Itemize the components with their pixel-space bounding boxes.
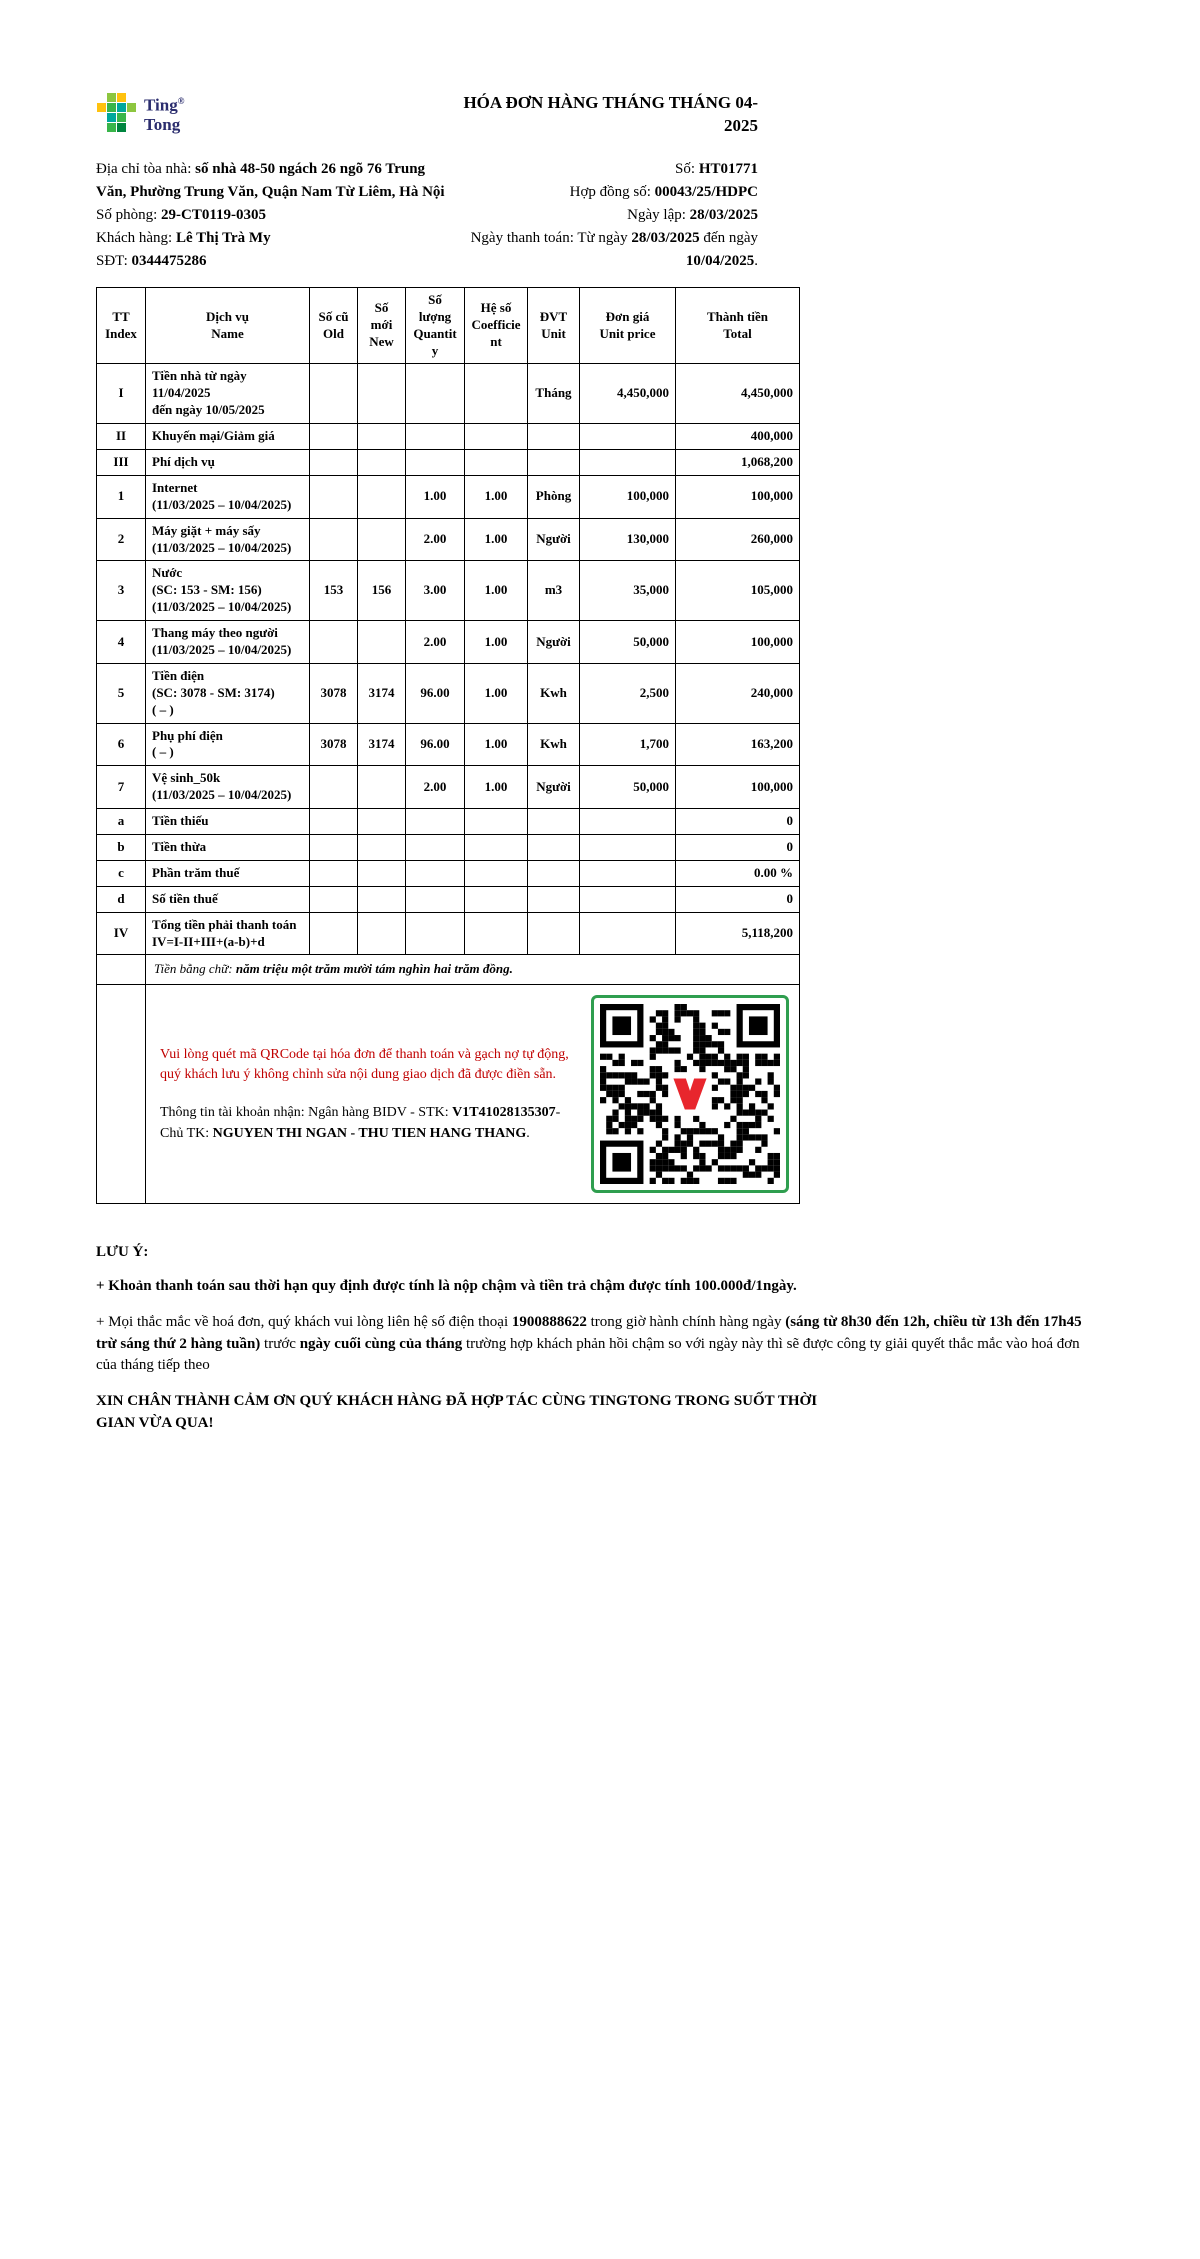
table-row bbox=[97, 424, 800, 450]
cell-unit: Người bbox=[528, 621, 580, 664]
table-row bbox=[97, 809, 800, 835]
cell-coef bbox=[465, 424, 528, 450]
cell-qty: 2.00 bbox=[406, 766, 465, 809]
cell-old: 3078 bbox=[310, 723, 358, 766]
cell-new bbox=[358, 912, 406, 955]
cell-name: Tiền nhà từ ngày 11/04/2025 đến ngày 10/05/2025 bbox=[146, 364, 310, 424]
cell-old bbox=[310, 475, 358, 518]
cell-coef bbox=[465, 886, 528, 912]
brand-line-2: Tong bbox=[144, 114, 181, 134]
table-row bbox=[97, 886, 800, 912]
cell-coef: 1.00 bbox=[465, 766, 528, 809]
cell-price bbox=[580, 424, 676, 450]
cell-old bbox=[310, 518, 358, 561]
empty-cell bbox=[97, 985, 146, 1204]
cell-unit bbox=[528, 886, 580, 912]
cell-new bbox=[358, 424, 406, 450]
cell-tt: I bbox=[97, 364, 146, 424]
cell-coef: 1.00 bbox=[465, 518, 528, 561]
cell-price bbox=[580, 809, 676, 835]
table-row bbox=[97, 860, 800, 886]
registered-mark: ® bbox=[177, 96, 185, 106]
notes-heading: LƯU Ý: bbox=[96, 1244, 149, 1261]
cell-total: 105,000 bbox=[676, 561, 800, 621]
cell-unit: Người bbox=[528, 518, 580, 561]
cell-tt: 6 bbox=[97, 723, 146, 766]
cell-new bbox=[358, 450, 406, 476]
cell-old bbox=[310, 860, 358, 886]
footer-notes bbox=[96, 1242, 1104, 1434]
text-segment: Thông tin tài khoản nhận: Ngân hàng BIDV - STK: bbox=[160, 1105, 453, 1121]
cell-name: Phí dịch vụ bbox=[146, 450, 310, 476]
cell-name: Tiền thiếu bbox=[146, 809, 310, 835]
cell-new bbox=[358, 475, 406, 518]
cell-price: 130,000 bbox=[580, 518, 676, 561]
cell-price: 4,450,000 bbox=[580, 364, 676, 424]
cell-name: Số tiền thuế bbox=[146, 886, 310, 912]
late-payment-note: + Khoản thanh toán sau thời hạn quy định được tính là nộp chậm và tiền trả chậm được tính 100.000đ/1ngày. bbox=[96, 1278, 797, 1295]
cell-qty: 3.00 bbox=[406, 561, 465, 621]
cell-new: 156 bbox=[358, 561, 406, 621]
column-header: ĐVT Unit bbox=[528, 287, 580, 364]
table-footer-rows bbox=[97, 955, 800, 1204]
cell-price bbox=[580, 450, 676, 476]
cell-tt: a bbox=[97, 809, 146, 835]
cell-qty: 2.00 bbox=[406, 518, 465, 561]
cell-price bbox=[580, 860, 676, 886]
text-segment: - Chủ TK: bbox=[160, 1105, 561, 1141]
cell-name: Phần trăm thuế bbox=[146, 860, 310, 886]
cell-coef: 1.00 bbox=[465, 561, 528, 621]
cell-price: 35,000 bbox=[580, 561, 676, 621]
table-row bbox=[97, 561, 800, 621]
cell-total: 0.00 % bbox=[676, 860, 800, 886]
cell-new: 3174 bbox=[358, 723, 406, 766]
text-segment: (sáng từ 8h30 đến 12h, chiều từ 13h đến 17h45 trừ sáng thứ 2 hàng tuần) bbox=[96, 1313, 1082, 1352]
cell-total: 100,000 bbox=[676, 475, 800, 518]
brand-logo bbox=[96, 92, 184, 134]
cell-unit bbox=[528, 860, 580, 886]
text-segment: trường hợp khách phản hồi chậm so với ngày này thì sẽ được công ty giải quyết thắc mắc vào hoá đơn của tháng tiếp theo bbox=[96, 1335, 1080, 1374]
cell-price bbox=[580, 835, 676, 861]
cell-tt: b bbox=[97, 835, 146, 861]
cell-new bbox=[358, 621, 406, 664]
cell-tt: II bbox=[97, 424, 146, 450]
cell-name: Khuyến mại/Giảm giá bbox=[146, 424, 310, 450]
column-header: Dịch vụ Name bbox=[146, 287, 310, 364]
table-row bbox=[97, 766, 800, 809]
cell-new bbox=[358, 518, 406, 561]
cell-tt: 7 bbox=[97, 766, 146, 809]
cell-total: 0 bbox=[676, 886, 800, 912]
cell-coef: 1.00 bbox=[465, 723, 528, 766]
contract-number: Hợp đồng số: 00043/25/HDPC bbox=[569, 183, 758, 200]
text-segment: ngày cuối cùng của tháng bbox=[299, 1335, 463, 1352]
text-segment: . bbox=[526, 1125, 530, 1141]
column-header: Đơn giá Unit price bbox=[580, 287, 676, 364]
customer-name: Khách hàng: Lê Thị Trà My bbox=[96, 229, 271, 246]
column-header: Hệ số Coefficient bbox=[465, 287, 528, 364]
cell-price: 100,000 bbox=[580, 475, 676, 518]
cell-price: 50,000 bbox=[580, 766, 676, 809]
cell-new bbox=[358, 835, 406, 861]
cell-tt: 4 bbox=[97, 621, 146, 664]
qr-payment-note: Vui lòng quét mã QRCode tại hóa đơn để thanh toán và gạch nợ tự động, quý khách lưu ý không chỉnh sửa nội dung giao dịch đã được điền sẵn. bbox=[160, 1046, 569, 1083]
invoice-table bbox=[96, 287, 800, 1205]
cell-unit bbox=[528, 835, 580, 861]
column-header: Số mới New bbox=[358, 287, 406, 364]
cell-old bbox=[310, 424, 358, 450]
brand-line-1: Ting® bbox=[144, 95, 185, 115]
cell-qty: 2.00 bbox=[406, 621, 465, 664]
text-segment: NGUYEN THI NGAN - THU TIEN HANG THANG bbox=[212, 1125, 527, 1141]
amount-in-words-row bbox=[97, 955, 800, 985]
qr-row bbox=[97, 985, 800, 1204]
cell-old bbox=[310, 835, 358, 861]
cell-tt: c bbox=[97, 860, 146, 886]
cell-old bbox=[310, 886, 358, 912]
cell-total: 0 bbox=[676, 809, 800, 835]
cell-price: 1,700 bbox=[580, 723, 676, 766]
cell-qty bbox=[406, 450, 465, 476]
cell-name: Tiền thừa bbox=[146, 835, 310, 861]
table-row bbox=[97, 621, 800, 664]
cell-price bbox=[580, 912, 676, 955]
cell-unit: Kwh bbox=[528, 663, 580, 723]
cell-old bbox=[310, 450, 358, 476]
cell-qty bbox=[406, 860, 465, 886]
cell-total: 163,200 bbox=[676, 723, 800, 766]
cell-qty bbox=[406, 886, 465, 912]
text-segment: trong giờ hành chính hàng ngày bbox=[586, 1313, 786, 1330]
column-header: Số cũ Old bbox=[310, 287, 358, 364]
text-segment: trước bbox=[260, 1335, 300, 1352]
cell-new bbox=[358, 766, 406, 809]
cell-tt: III bbox=[97, 450, 146, 476]
table-row bbox=[97, 475, 800, 518]
cell-total: 4,450,000 bbox=[676, 364, 800, 424]
cell-total: 240,000 bbox=[676, 663, 800, 723]
cell-tt: 3 bbox=[97, 561, 146, 621]
cell-price: 50,000 bbox=[580, 621, 676, 664]
cell-price: 2,500 bbox=[580, 663, 676, 723]
cell-unit bbox=[528, 809, 580, 835]
cell-total: 260,000 bbox=[676, 518, 800, 561]
column-header: TT Index bbox=[97, 287, 146, 364]
table-row bbox=[97, 450, 800, 476]
cell-qty: 96.00 bbox=[406, 663, 465, 723]
invoice-header bbox=[96, 92, 758, 273]
bank-account-info bbox=[160, 1103, 577, 1144]
cell-new bbox=[358, 860, 406, 886]
cell-name: Máy giặt + máy sấy (11/03/2025 – 10/04/2025) bbox=[146, 518, 310, 561]
table-header-row bbox=[97, 287, 800, 364]
cell-qty: 96.00 bbox=[406, 723, 465, 766]
cell-old: 3078 bbox=[310, 663, 358, 723]
building-address: Địa chỉ tòa nhà: số nhà 48-50 ngách 26 ngõ 76 Trung Văn, Phường Trung Văn, Quận Nam Từ Liêm, Hà Nội bbox=[96, 160, 445, 200]
customer-info bbox=[96, 158, 448, 273]
cell-old bbox=[310, 766, 358, 809]
empty-cell bbox=[97, 955, 146, 985]
cell-coef bbox=[465, 860, 528, 886]
table-row bbox=[97, 663, 800, 723]
cell-new bbox=[358, 886, 406, 912]
text-segment: + Mọi thắc mắc về hoá đơn, quý khách vui lòng liên hệ số điện thoại bbox=[96, 1313, 512, 1330]
cell-tt: 5 bbox=[97, 663, 146, 723]
cell-unit bbox=[528, 450, 580, 476]
column-header: Thành tiền Total bbox=[676, 287, 800, 364]
cell-qty bbox=[406, 835, 465, 861]
room-number: Số phòng: 29-CT0119-0305 bbox=[96, 206, 267, 223]
table-row bbox=[97, 518, 800, 561]
text-segment: V1T41028135307 bbox=[452, 1105, 556, 1121]
table-row bbox=[97, 835, 800, 861]
cell-qty bbox=[406, 912, 465, 955]
customer-phone: SĐT: 0344475286 bbox=[96, 252, 207, 269]
table-row bbox=[97, 723, 800, 766]
cell-qty bbox=[406, 364, 465, 424]
invoice-info bbox=[96, 158, 758, 273]
cell-name: Internet (11/03/2025 – 10/04/2025) bbox=[146, 475, 310, 518]
issue-date: Ngày lập: 28/03/2025 bbox=[627, 206, 758, 223]
amount-in-words: Tiền bằng chữ: năm triệu một trăm mười tám nghìn hai trăm đồng. bbox=[146, 955, 800, 985]
cell-unit: Người bbox=[528, 766, 580, 809]
brand-name bbox=[144, 92, 184, 134]
cell-qty: 1.00 bbox=[406, 475, 465, 518]
cell-old bbox=[310, 912, 358, 955]
qr-code-frame bbox=[591, 995, 789, 1193]
cell-unit bbox=[528, 912, 580, 955]
cell-name: Tổng tiền phải thanh toán IV=I-II+III+(a-b)+d bbox=[146, 912, 310, 955]
cell-name: Phụ phí điện ( – ) bbox=[146, 723, 310, 766]
invoice-title: HÓA ĐƠN HÀNG THÁNG THÁNG 04-2025 bbox=[463, 93, 758, 135]
cell-coef bbox=[465, 450, 528, 476]
tingtong-logo-icon bbox=[96, 92, 138, 134]
column-header: Số lượng Quantity bbox=[406, 287, 465, 364]
cell-name: Tiền điện (SC: 3078 - SM: 3174) ( – ) bbox=[146, 663, 310, 723]
cell-unit: Kwh bbox=[528, 723, 580, 766]
cell-total: 100,000 bbox=[676, 621, 800, 664]
cell-tt: IV bbox=[97, 912, 146, 955]
cell-unit: Phòng bbox=[528, 475, 580, 518]
cell-coef bbox=[465, 912, 528, 955]
cell-coef: 1.00 bbox=[465, 621, 528, 664]
cell-total: 1,068,200 bbox=[676, 450, 800, 476]
qr-code bbox=[600, 1004, 780, 1184]
text-segment: 1900888622 bbox=[511, 1313, 587, 1330]
cell-tt: 2 bbox=[97, 518, 146, 561]
cell-price bbox=[580, 886, 676, 912]
cell-old bbox=[310, 809, 358, 835]
thank-you-note: XIN CHÂN THÀNH CẢM ƠN QUÝ KHÁCH HÀNG ĐÃ HỢP TÁC CÙNG TINGTONG TRONG SUỐT THỜI GIAN VỪA QUA! bbox=[96, 1393, 818, 1431]
cell-unit: Tháng bbox=[528, 364, 580, 424]
cell-coef: 1.00 bbox=[465, 475, 528, 518]
cell-coef: 1.00 bbox=[465, 663, 528, 723]
qr-section bbox=[146, 985, 800, 1204]
cell-new: 3174 bbox=[358, 663, 406, 723]
cell-name: Thang máy theo người (11/03/2025 – 10/04/2025) bbox=[146, 621, 310, 664]
cell-unit: m3 bbox=[528, 561, 580, 621]
cell-new bbox=[358, 364, 406, 424]
table-body bbox=[97, 364, 800, 955]
cell-unit bbox=[528, 424, 580, 450]
cell-coef bbox=[465, 835, 528, 861]
table-row bbox=[97, 912, 800, 955]
cell-total: 5,118,200 bbox=[676, 912, 800, 955]
cell-coef bbox=[465, 364, 528, 424]
invoice-number: Số: HT01771 bbox=[675, 160, 758, 177]
cell-total: 100,000 bbox=[676, 766, 800, 809]
cell-old bbox=[310, 621, 358, 664]
cell-coef bbox=[465, 809, 528, 835]
cell-total: 0 bbox=[676, 835, 800, 861]
cell-new bbox=[358, 809, 406, 835]
cell-old: 153 bbox=[310, 561, 358, 621]
hotline-note bbox=[96, 1312, 1104, 1377]
cell-tt: d bbox=[97, 886, 146, 912]
invoice-meta bbox=[458, 158, 758, 273]
cell-qty bbox=[406, 809, 465, 835]
table-row bbox=[97, 364, 800, 424]
cell-total: 400,000 bbox=[676, 424, 800, 450]
payment-period: Ngày thanh toán: Từ ngày 28/03/2025 đến ngày 10/04/2025. bbox=[470, 229, 758, 269]
cell-name: Nước (SC: 153 - SM: 156) (11/03/2025 – 10/04/2025) bbox=[146, 561, 310, 621]
cell-name: Vệ sinh_50k (11/03/2025 – 10/04/2025) bbox=[146, 766, 310, 809]
cell-old bbox=[310, 364, 358, 424]
cell-qty bbox=[406, 424, 465, 450]
cell-tt: 1 bbox=[97, 475, 146, 518]
